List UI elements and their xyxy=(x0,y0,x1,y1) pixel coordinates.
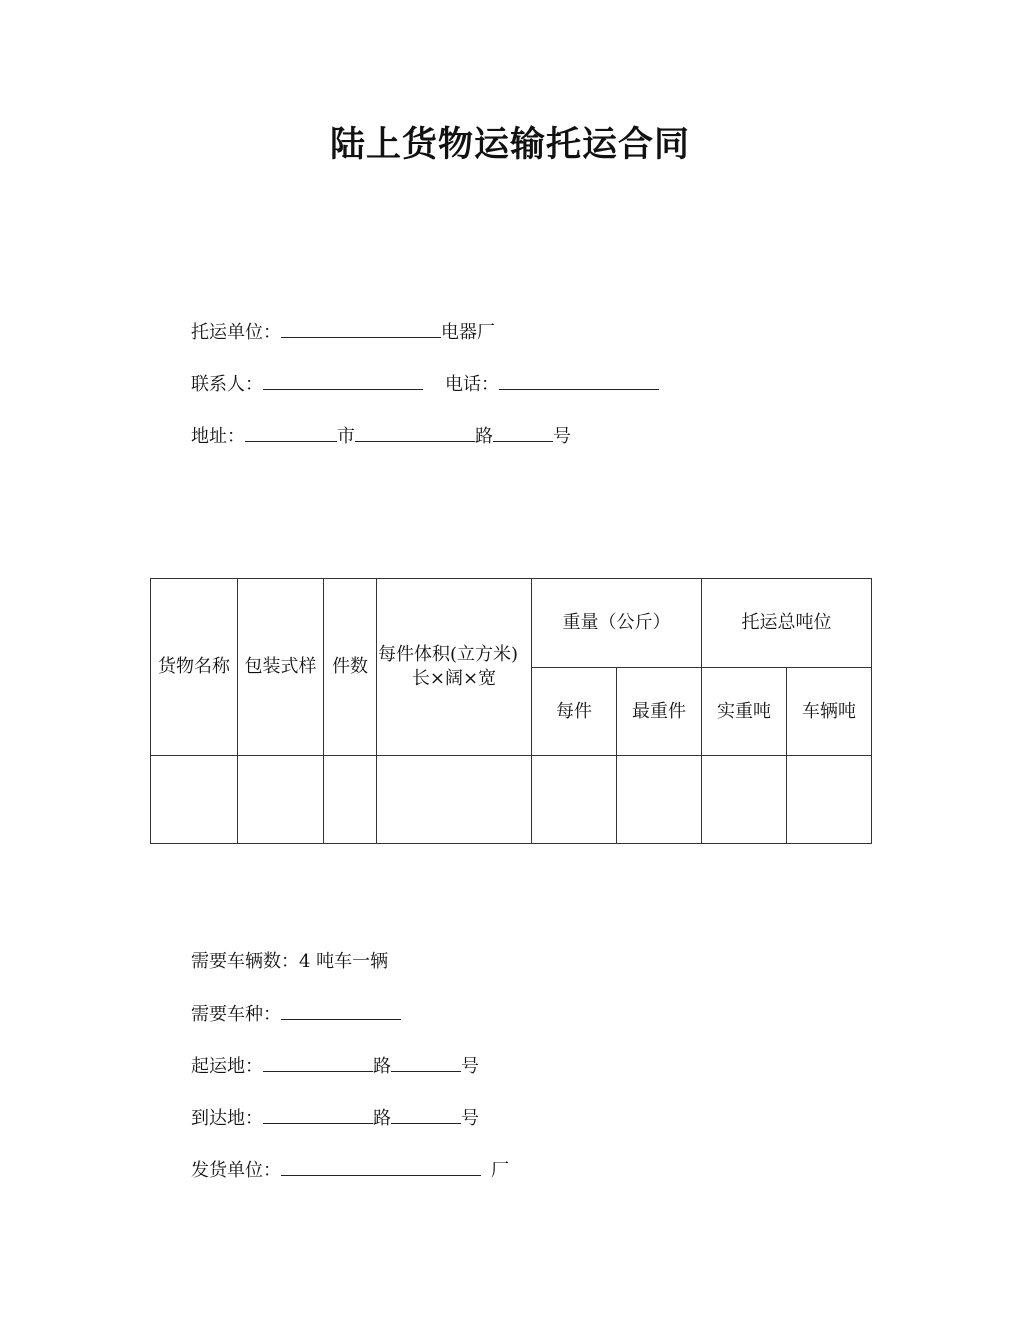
header-vehicle-tons: 车辆吨 xyxy=(787,668,872,756)
contact-field[interactable] xyxy=(263,371,423,390)
phone-label: 电话： xyxy=(445,374,499,395)
contact-label: 联系人： xyxy=(191,374,263,395)
vehicle-type-field[interactable] xyxy=(281,1001,401,1020)
address-city-field[interactable] xyxy=(245,423,337,442)
vehicles-label: 需要车辆数： xyxy=(191,951,299,972)
document-title: 陆上货物运输托运合同 xyxy=(329,125,690,165)
header-per-piece: 每件 xyxy=(532,668,617,756)
shipper-unit-suffix: 电器厂 xyxy=(441,322,495,343)
vehicles-line xyxy=(191,949,388,975)
origin-road-field[interactable] xyxy=(263,1053,373,1072)
destination-road-word: 路 xyxy=(373,1108,391,1129)
origin-line xyxy=(191,1053,479,1079)
destination-road-field[interactable] xyxy=(263,1105,373,1124)
destination-label: 到达地： xyxy=(191,1108,263,1129)
origin-label: 起运地： xyxy=(191,1056,263,1077)
sender-line xyxy=(191,1157,509,1183)
phone-field[interactable] xyxy=(499,371,659,390)
shipper-unit-field[interactable] xyxy=(281,319,441,338)
header-tonnage-group: 托运总吨位 xyxy=(702,579,872,668)
cell-packaging[interactable] xyxy=(238,756,324,844)
sender-suffix: 厂 xyxy=(491,1160,509,1181)
destination-line xyxy=(191,1105,479,1131)
header-goods-name: 货物名称 xyxy=(151,579,238,756)
cell-per-piece[interactable] xyxy=(532,756,617,844)
address-line xyxy=(191,423,571,449)
header-count: 件数 xyxy=(324,579,377,756)
address-label: 地址： xyxy=(191,426,245,447)
header-volume xyxy=(377,579,532,756)
origin-number-word: 号 xyxy=(461,1056,479,1077)
address-number-word: 号 xyxy=(553,426,571,447)
origin-number-field[interactable] xyxy=(391,1053,461,1072)
vehicle-type-label: 需要车种： xyxy=(191,1004,281,1025)
vehicle-type-line xyxy=(191,1001,401,1027)
header-packaging: 包装式样 xyxy=(238,579,324,756)
cell-heaviest[interactable] xyxy=(617,756,702,844)
cell-vehicle-tons[interactable] xyxy=(787,756,872,844)
header-volume-line1: 每件体积(立方米) xyxy=(378,644,519,665)
header-actual-tons: 实重吨 xyxy=(702,668,787,756)
address-city-word: 市 xyxy=(337,426,355,447)
shipper-unit-line xyxy=(191,319,495,345)
cell-actual-tons[interactable] xyxy=(702,756,787,844)
shipper-unit-label: 托运单位： xyxy=(191,322,281,343)
sender-label: 发货单位： xyxy=(191,1160,281,1181)
cell-count[interactable] xyxy=(324,756,377,844)
address-road-field[interactable] xyxy=(355,423,475,442)
header-heaviest: 最重件 xyxy=(617,668,702,756)
address-road-word: 路 xyxy=(475,426,493,447)
vehicles-value: 4 吨车一辆 xyxy=(299,951,389,972)
contact-line xyxy=(191,371,659,397)
header-weight-group: 重量（公斤） xyxy=(532,579,702,668)
header-volume-line2: 长×阔×宽 xyxy=(411,668,497,689)
sender-field[interactable] xyxy=(281,1157,481,1176)
cell-goods-name[interactable] xyxy=(151,756,238,844)
destination-number-word: 号 xyxy=(461,1108,479,1129)
cargo-table xyxy=(150,578,872,844)
destination-number-field[interactable] xyxy=(391,1105,461,1124)
table-row xyxy=(151,756,872,844)
cell-volume[interactable] xyxy=(377,756,532,844)
address-number-field[interactable] xyxy=(493,423,553,442)
origin-road-word: 路 xyxy=(373,1056,391,1077)
